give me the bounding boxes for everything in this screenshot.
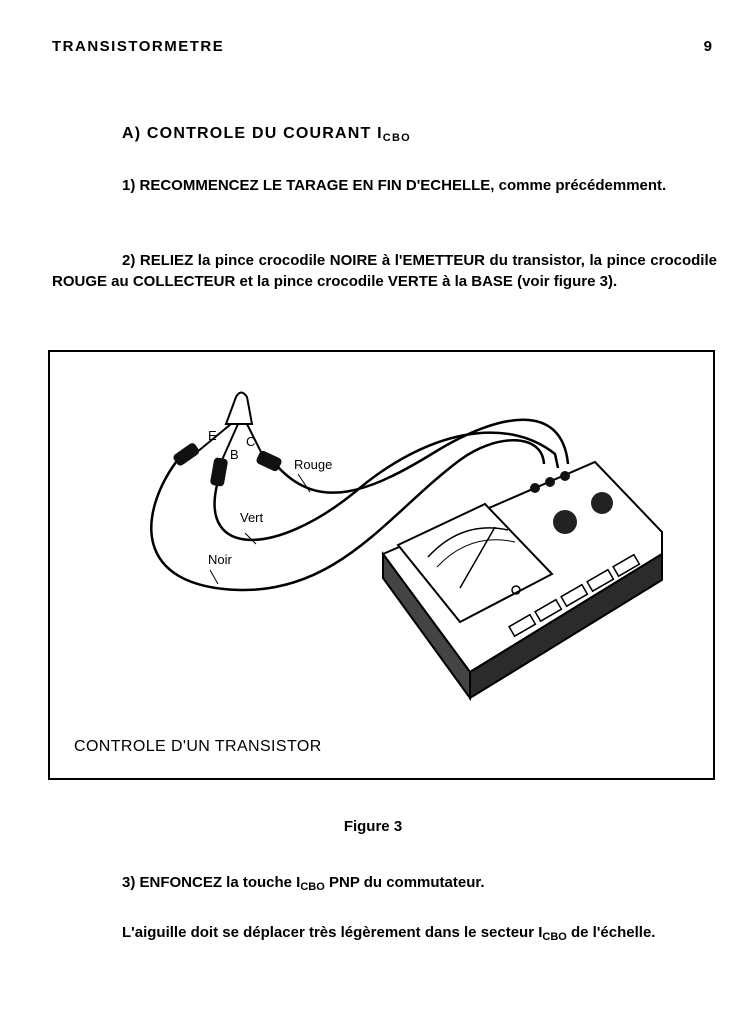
section-heading [122, 123, 746, 149]
label-rouge: Rouge [294, 457, 333, 472]
terminal-c [560, 471, 570, 481]
needle-note-paragraph [52, 922, 717, 948]
running-header-title: TRANSISTORMETRE [52, 38, 225, 55]
terminal-b [545, 477, 555, 487]
adjust-knob [591, 492, 613, 514]
section-heading-text: A) CONTROLE DU COURANT I [122, 125, 383, 142]
page-number: 9 [703, 38, 712, 55]
range-knob [553, 510, 577, 534]
step-2-paragraph: 2) RELIEZ la pince crocodile NOIRE à l'EMETTEUR du transistor, la pince crocodile ROUGE au COLLECTEUR et la pince crocodile VERTE à la BASE (voir figure 3). [52, 252, 717, 290]
label-noir: Noir [208, 552, 232, 567]
noir-leader [210, 570, 218, 584]
step-3-paragraph [122, 872, 746, 898]
figure-caption: CONTROLE D'UN TRANSISTOR [74, 738, 322, 755]
terminal-e [530, 483, 540, 493]
figure-number: Figure 3 [343, 818, 403, 835]
step-1-paragraph: 1) RECOMMENCEZ LE TARAGE EN FIN D'ECHELLE, comme précédemment. [122, 177, 667, 194]
figure-3-frame [48, 350, 715, 780]
transistor-body [226, 393, 252, 425]
needle-note-suffix: de l'échelle. [566, 924, 656, 941]
step-3-text: 3) ENFONCEZ la touche I [122, 874, 301, 891]
transistor-tester-illustration [50, 352, 713, 778]
step-3-suffix: PNP du commutateur. [324, 874, 485, 891]
label-collector: C [246, 434, 256, 449]
step-3-subscript: CBO [300, 881, 325, 893]
label-vert: Vert [240, 510, 264, 525]
needle-note-subscript: CBO [542, 931, 567, 943]
section-heading-subscript: CBO [382, 132, 411, 144]
label-base: B [230, 447, 239, 462]
label-emitter: E [208, 428, 217, 443]
green-crocodile-clip [210, 457, 229, 487]
needle-note-text: L'aiguille doit se déplacer très légèrement dans le secteur I [122, 924, 543, 941]
